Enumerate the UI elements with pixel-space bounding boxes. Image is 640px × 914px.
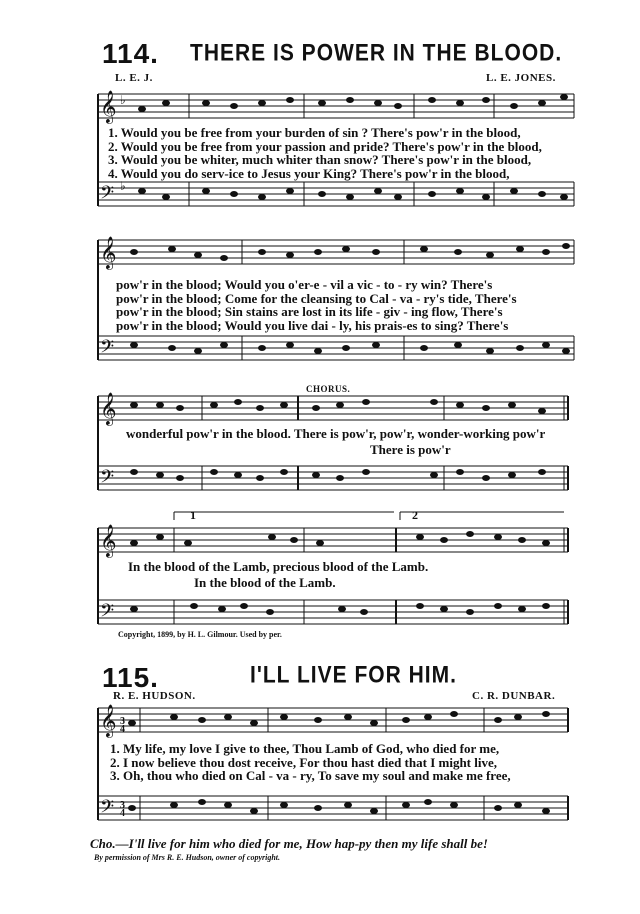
lyric-verse-line: pow'r in the blood; Would you live dai - ly, his prais-es to sing? There's xyxy=(116,317,509,333)
svg-text:♭: ♭ xyxy=(120,179,126,193)
svg-text:𝄢: 𝄢 xyxy=(100,601,115,626)
lyrics-system-1 xyxy=(108,126,542,180)
svg-text:4: 4 xyxy=(120,724,125,735)
lyric-chorus-echo: There is pow'r xyxy=(370,442,451,457)
music-staff-system-3 xyxy=(94,392,578,502)
svg-text:𝄞: 𝄞 xyxy=(100,90,117,123)
lyric-verse-line: 2. I now believe thou dost receive, For thou hast died that I might live, xyxy=(110,754,497,770)
second-ending-marker: 2 xyxy=(412,508,418,522)
author-credit: L. E. JONES. xyxy=(486,72,556,84)
svg-text:𝄞: 𝄞 xyxy=(100,524,117,557)
lyric-chorus-line: In the blood of the Lamb, precious blood of the Lamb. xyxy=(128,559,429,574)
chorus-lyric-line: Cho.—I'll live for him who died for me, How hap-py then my life shall be! xyxy=(90,836,488,851)
lyric-verse-line: 3. Oh, thou who died on Cal - va - ry, To save my soul and make me free, xyxy=(110,768,511,783)
svg-text:3: 3 xyxy=(120,716,125,727)
svg-text:𝄢: 𝄢 xyxy=(100,183,115,208)
lyric-verse-line: pow'r in the blood; Would you o'er-e - vil a vic - to - ry win? There's xyxy=(116,277,493,292)
svg-text:𝄢: 𝄢 xyxy=(100,337,115,362)
lyric-verse-line: 4. Would you do serv-ice to Jesus your King? There's pow'r in the blood, xyxy=(108,165,510,181)
lyric-verse-line: 2. Would you be free from your passion and pride? There's pow'r in the blood, xyxy=(108,138,542,154)
composer-credit: R. E. HUDSON. xyxy=(113,690,196,702)
lyric-chorus-echo: In the blood of the Lamb. xyxy=(194,575,336,590)
lyrics-hymn-115 xyxy=(110,742,511,783)
lyrics-system-2 xyxy=(116,278,517,332)
svg-text:𝄞: 𝄞 xyxy=(100,236,117,269)
svg-text:𝄢: 𝄢 xyxy=(100,467,115,492)
svg-text:𝄞: 𝄞 xyxy=(100,704,117,737)
copyright-notice: Copyright, 1899, by H. L. Gilmour. Used by per. xyxy=(118,630,282,639)
first-ending-marker: 1 xyxy=(190,508,196,522)
hymn-title: THERE IS POWER IN THE BLOOD. xyxy=(190,40,563,67)
svg-text:𝄢: 𝄢 xyxy=(100,797,115,822)
lyric-verse-line: 1. My life, my love I give to thee, Thou Lamb of God, who died for me, xyxy=(110,741,500,756)
svg-text:♭: ♭ xyxy=(120,93,126,107)
svg-text:3: 3 xyxy=(120,800,125,811)
svg-text:4: 4 xyxy=(120,808,125,819)
composer-credit: L. E. J. xyxy=(115,72,153,84)
permission-notice: By permission of Mrs R. E. Hudson, owner of copyright. xyxy=(94,853,281,862)
chorus-label: CHORUS. xyxy=(306,384,351,394)
hymn-number: 114. xyxy=(102,38,159,69)
lyric-verse-line: 3. Would you be whiter, much whiter than snow? There's pow'r in the blood, xyxy=(108,152,532,167)
hymn-title: I'LL LIVE FOR HIM. xyxy=(250,662,457,689)
lyric-verse-line: pow'r in the blood; Sin stains are lost in its life - giv - ing flow, There's xyxy=(116,304,503,319)
author-credit: C. R. DUNBAR. xyxy=(472,690,556,702)
lyric-chorus-line: wonderful pow'r in the blood. There is pow'r, pow'r, wonder-working pow'r xyxy=(126,426,546,441)
svg-text:𝄞: 𝄞 xyxy=(100,392,117,425)
lyric-verse-line: pow'r in the blood; Come for the cleansing to Cal - va - ry's tide, There's xyxy=(116,290,517,306)
hymn-number: 115. xyxy=(102,662,159,693)
lyric-verse-line: 1. Would you be free from your burden of sin ? There's pow'r in the blood, xyxy=(108,125,521,140)
